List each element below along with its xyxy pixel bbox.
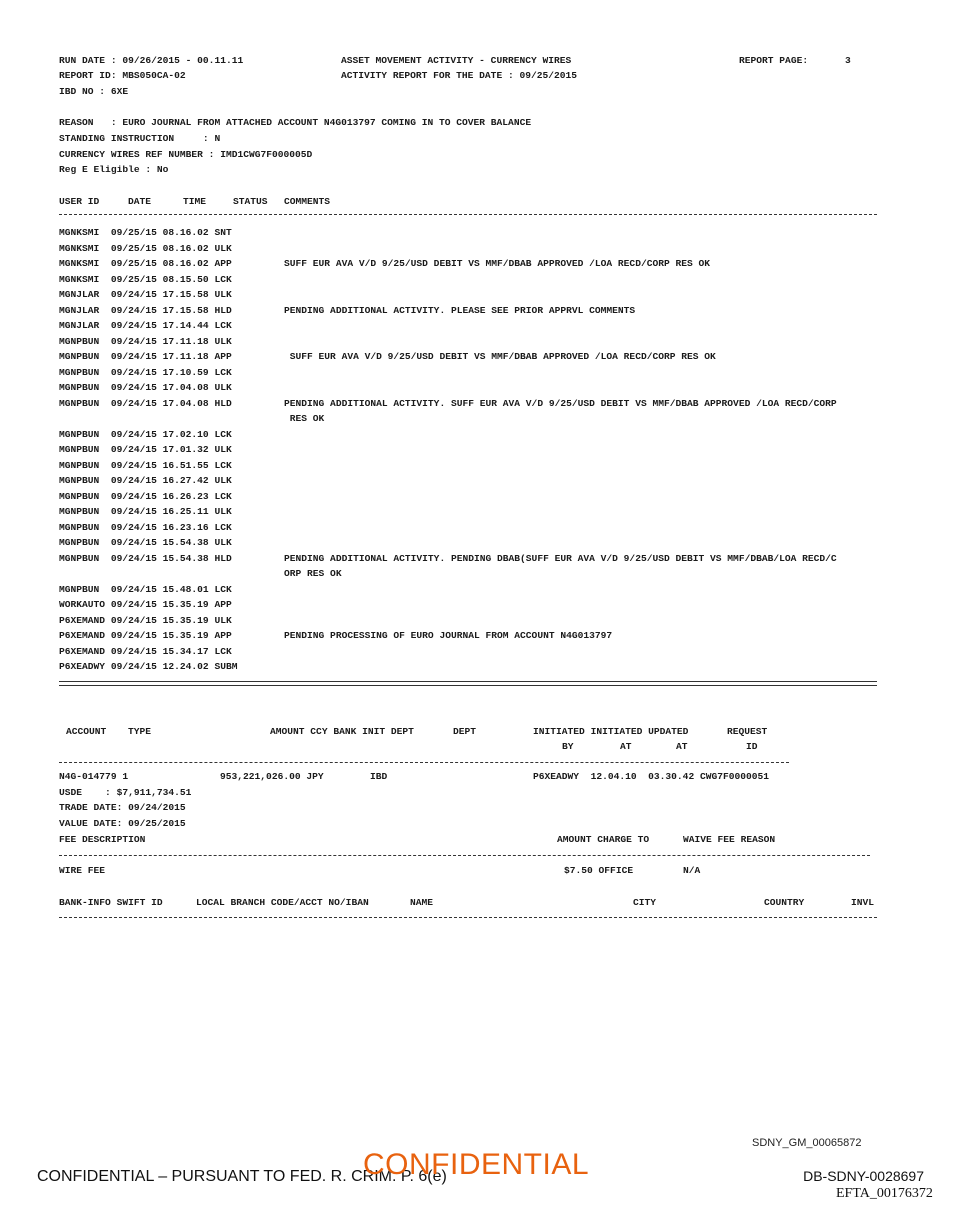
fee-waive-reason: N/A [683,865,701,876]
log-entry: MGNJLAR 09/24/15 17.14.44 LCK [59,320,232,331]
col-comments: COMMENTS [284,196,331,207]
log-comment: RES OK [284,413,325,424]
fee-header-rule [59,855,870,856]
col-time: TIME [183,196,207,207]
report-id: REPORT ID: MBS050CA-02 [59,70,186,81]
fee-amount-charge: $7.50 OFFICE [564,865,634,876]
log-entry: MGNPBUN 09/24/15 17.01.32 ULK [59,444,232,455]
account-bank: IBD [370,771,388,782]
log-entry: MGNPBUN 09/24/15 15.54.38 ULK [59,537,232,548]
log-comment: SUFF EUR AVA V/D 9/25/USD DEBIT VS MMF/DBAB APPROVED /LOA RECD/CORP RES OK [284,258,711,269]
usde-amount: USDE : $7,911,734.51 [59,787,192,798]
efta-number: EFTA_00176372 [836,1186,933,1201]
report-title: ASSET MOVEMENT ACTIVITY - CURRENCY WIRES [341,55,572,66]
log-entry: MGNKSMI 09/25/15 08.16.02 APP [59,258,232,269]
reg-e-eligible: Reg E Eligible : No [59,164,169,175]
hdr-fee-description: FEE DESCRIPTION [59,834,146,845]
hdr-local-branch: LOCAL BRANCH CODE/ACCT NO/IBAN [196,897,369,908]
account-number: N4G-014779 1 [59,771,129,782]
hdr-invl: INVL [851,897,875,908]
account-initiated-info: P6XEADWY 12.04.10 03.30.42 CWG7F0000051 [533,771,770,782]
log-entry: P6XEADWY 09/24/15 12.24.02 SUBM [59,661,238,672]
hdr-at-updated: AT [676,741,688,752]
log-comment: PENDING PROCESSING OF EURO JOURNAL FROM ACCOUNT N4G013797 [284,630,613,641]
hdr-amount-charge-to: AMOUNT CHARGE TO [557,834,650,845]
hdr-bank-info-swift: BANK-INFO SWIFT ID [59,897,163,908]
hdr-by: BY [562,741,574,752]
log-entry: MGNPBUN 09/24/15 16.27.42 ULK [59,475,232,486]
log-comment: PENDING ADDITIONAL ACTIVITY. PENDING DBAB(SUFF EUR AVA V/D 9/25/USD DEBIT VS MMF/DBAB/LOA RECD/C [284,552,837,564]
account-amount: 953,221,026.00 JPY [220,771,324,782]
log-comment: PENDING ADDITIONAL ACTIVITY. PLEASE SEE PRIOR APPRVL COMMENTS [284,304,636,316]
section-divider [59,681,877,686]
log-entry: P6XEMAND 09/24/15 15.35.19 ULK [59,614,232,626]
confidential-notice: CONFIDENTIAL – PURSUANT TO FED. R. CRIM. P. 6(e) [37,1168,447,1185]
fee-description: WIRE FEE [59,865,106,876]
log-entry: MGNPBUN 09/24/15 17.04.08 ULK [59,382,232,393]
log-entry: MGNPBUN 09/24/15 17.10.59 LCK [59,366,232,378]
log-entry: MGNJLAR 09/24/15 17.15.58 HLD [59,304,232,316]
standing-instruction: STANDING INSTRUCTION : N [59,133,221,144]
col-date: DATE [128,196,152,207]
log-comment: SUFF EUR AVA V/D 9/25/USD DEBIT VS MMF/DBAB APPROVED /LOA RECD/CORP RES OK [284,351,716,362]
hdr-at-initiated: AT [620,741,632,752]
log-entry: MGNPBUN 09/24/15 15.54.38 HLD [59,552,232,564]
hdr-initiated: INITIATED INITIATED UPDATED [533,726,689,737]
reason-line: REASON : EURO JOURNAL FROM ATTACHED ACCOUNT N4G013797 COMING IN TO COVER BALANCE [59,117,532,128]
log-entry: MGNPBUN 09/24/15 17.11.18 APP [59,351,232,362]
log-entry: MGNPBUN 09/24/15 16.51.55 LCK [59,459,232,471]
log-entry: P6XEMAND 09/24/15 15.35.19 APP [59,630,232,641]
confidential-stamp: CONFIDENTIAL [363,1148,590,1181]
log-entry: MGNKSMI 09/25/15 08.15.50 LCK [59,273,232,285]
hdr-city: CITY [633,897,657,908]
log-entry: MGNKSMI 09/25/15 08.16.02 ULK [59,242,232,254]
trade-date: TRADE DATE: 09/24/2015 [59,802,186,813]
col-user-id: USER ID [59,196,100,207]
log-comment: ORP RES OK [284,568,342,579]
log-entry: WORKAUTO 09/24/15 15.35.19 APP [59,599,232,610]
log-entry: MGNPBUN 09/24/15 16.26.23 LCK [59,490,232,502]
hdr-type: TYPE [128,726,152,737]
log-entry: MGNPBUN 09/24/15 17.04.08 HLD [59,397,232,409]
hdr-name: NAME [410,897,434,908]
run-date: RUN DATE : 09/26/2015 - 00.11.11 [59,55,244,66]
hdr-country: COUNTRY [764,897,805,908]
hdr-waive-fee-reason: WAIVE FEE REASON [683,834,776,845]
hdr-amount-ccy-bank: AMOUNT CCY BANK INIT DEPT [270,726,414,737]
ibd-number: IBD NO : 6XE [59,86,129,97]
log-entry: P6XEMAND 09/24/15 15.34.17 LCK [59,645,232,657]
value-date: VALUE DATE: 09/25/2015 [59,818,186,829]
log-entry: MGNPBUN 09/24/15 16.23.16 LCK [59,521,232,533]
account-header-rule [59,762,789,763]
activity-date: ACTIVITY REPORT FOR THE DATE : 09/25/2015 [341,70,578,81]
log-entry: MGNPBUN 09/24/15 17.02.10 LCK [59,428,232,440]
hdr-dept: DEPT [453,726,477,737]
col-status: STATUS [233,196,268,207]
hdr-request: REQUEST [727,726,768,737]
log-entry: MGNPBUN 09/24/15 17.11.18 ULK [59,335,232,347]
report-page-number: 3 [845,55,851,66]
log-entry: MGNJLAR 09/24/15 17.15.58 ULK [59,289,232,300]
log-entry: MGNPBUN 09/24/15 16.25.11 ULK [59,506,232,517]
bates-number-gm: SDNY_GM_00065872 [752,1137,862,1149]
hdr-account: ACCOUNT [66,726,107,737]
log-comment: PENDING ADDITIONAL ACTIVITY. SUFF EUR AVA V/D 9/25/USD DEBIT VS MMF/DBAB APPROVED /LOA RECD/CORP [284,397,837,409]
log-entry: MGNPBUN 09/24/15 15.48.01 LCK [59,583,232,595]
log-entry: MGNKSMI 09/25/15 08.16.02 SNT [59,227,232,238]
report-page-label: REPORT PAGE: [739,55,809,66]
log-header-rule [59,214,877,215]
bates-number-db: DB-SDNY-0028697 [803,1168,924,1184]
bank-header-rule [59,917,877,918]
currency-wires-ref: CURRENCY WIRES REF NUMBER : IMD1CWG7F000005D [59,149,313,160]
hdr-id: ID [746,741,758,752]
